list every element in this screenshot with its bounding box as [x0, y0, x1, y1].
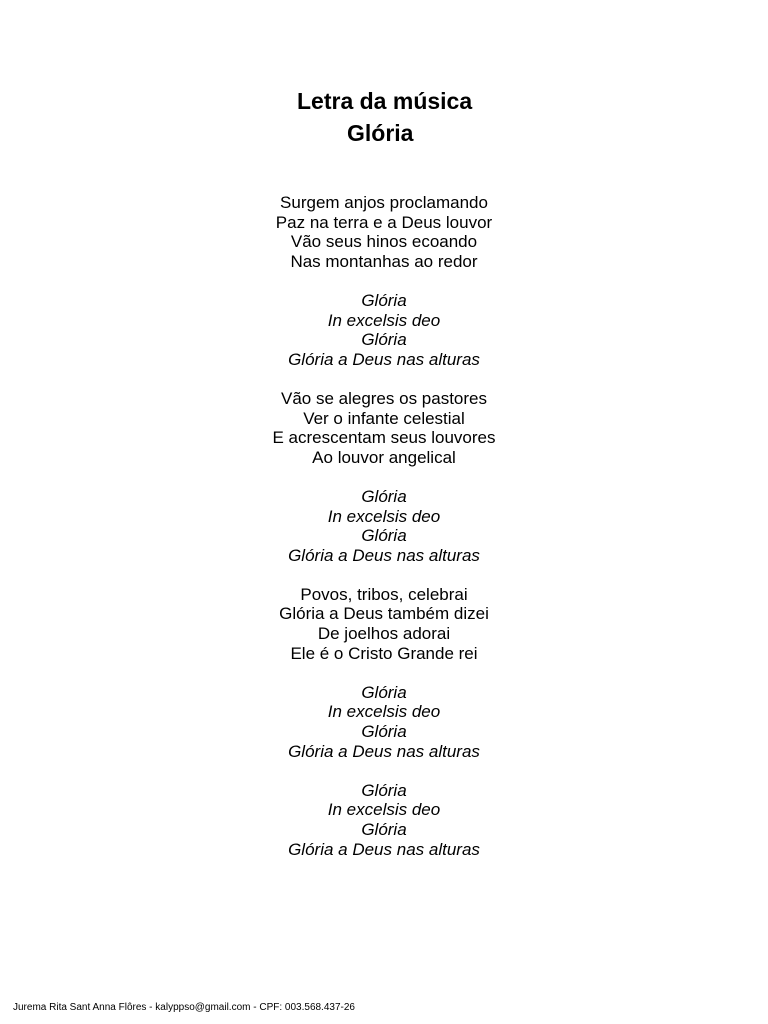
stanza-verse	[184, 389, 584, 467]
lyric-line: Ele é o Cristo Grande rei	[290, 643, 478, 663]
lyric-line: Ao louvor angelical	[312, 447, 456, 467]
lyric-line: Vão se alegres os pastores	[280, 388, 487, 408]
lyric-line: Glória	[361, 526, 407, 546]
lyric-line: In excelsis deo	[327, 702, 441, 722]
page-footer: Jurema Rita Sant Anna Flôres - kalyppso@gmail.com - CPF: 003.568.437-26	[13, 1002, 355, 1013]
stanza-chorus	[184, 683, 584, 761]
lyric-line: Surgem anjos proclamando	[280, 193, 488, 212]
lyric-line: Nas montanhas ao redor	[290, 251, 478, 271]
lyric-line: Paz na terra e a Deus louvor	[275, 212, 493, 232]
song-title: Glória	[347, 120, 414, 146]
lyric-line: Glória a Deus nas alturas	[288, 545, 480, 565]
stanza-chorus	[184, 781, 584, 859]
lyric-line: Vão seus hinos ecoando	[290, 232, 478, 252]
lyric-line: Glória	[361, 780, 407, 800]
lyric-line: Glória	[361, 820, 407, 839]
lyric-line: Glória a Deus nas alturas	[288, 741, 480, 761]
lyric-line: Glória a Deus nas alturas	[288, 349, 480, 369]
lyric-line: In excelsis deo	[327, 800, 441, 820]
lyrics-body	[184, 193, 584, 879]
lyric-line: In excelsis deo	[327, 310, 441, 330]
lyric-line: Povos, tribos, celebrai	[300, 584, 468, 604]
lyric-line: Glória a Deus nas alturas	[288, 839, 480, 859]
stanza-chorus	[184, 487, 584, 565]
lyric-line: De joelhos adorai	[317, 624, 451, 644]
lyric-line: E acrescentam seus louvores	[272, 428, 496, 448]
lyric-line: Glória	[361, 722, 407, 742]
stanza-chorus	[184, 291, 584, 369]
lyric-line: Glória	[361, 486, 407, 506]
stanza-verse	[184, 585, 584, 663]
lyric-line: Glória a Deus também dizei	[279, 604, 489, 624]
lyric-line: Glória	[361, 330, 407, 350]
lyric-line: In excelsis deo	[327, 506, 441, 526]
lyric-line: Glória	[361, 682, 407, 702]
page-title: Letra da música	[297, 88, 473, 114]
lyric-line: Ver o infante celestial	[303, 408, 465, 428]
stanza-verse	[184, 193, 584, 271]
lyric-line: Glória	[361, 290, 407, 310]
